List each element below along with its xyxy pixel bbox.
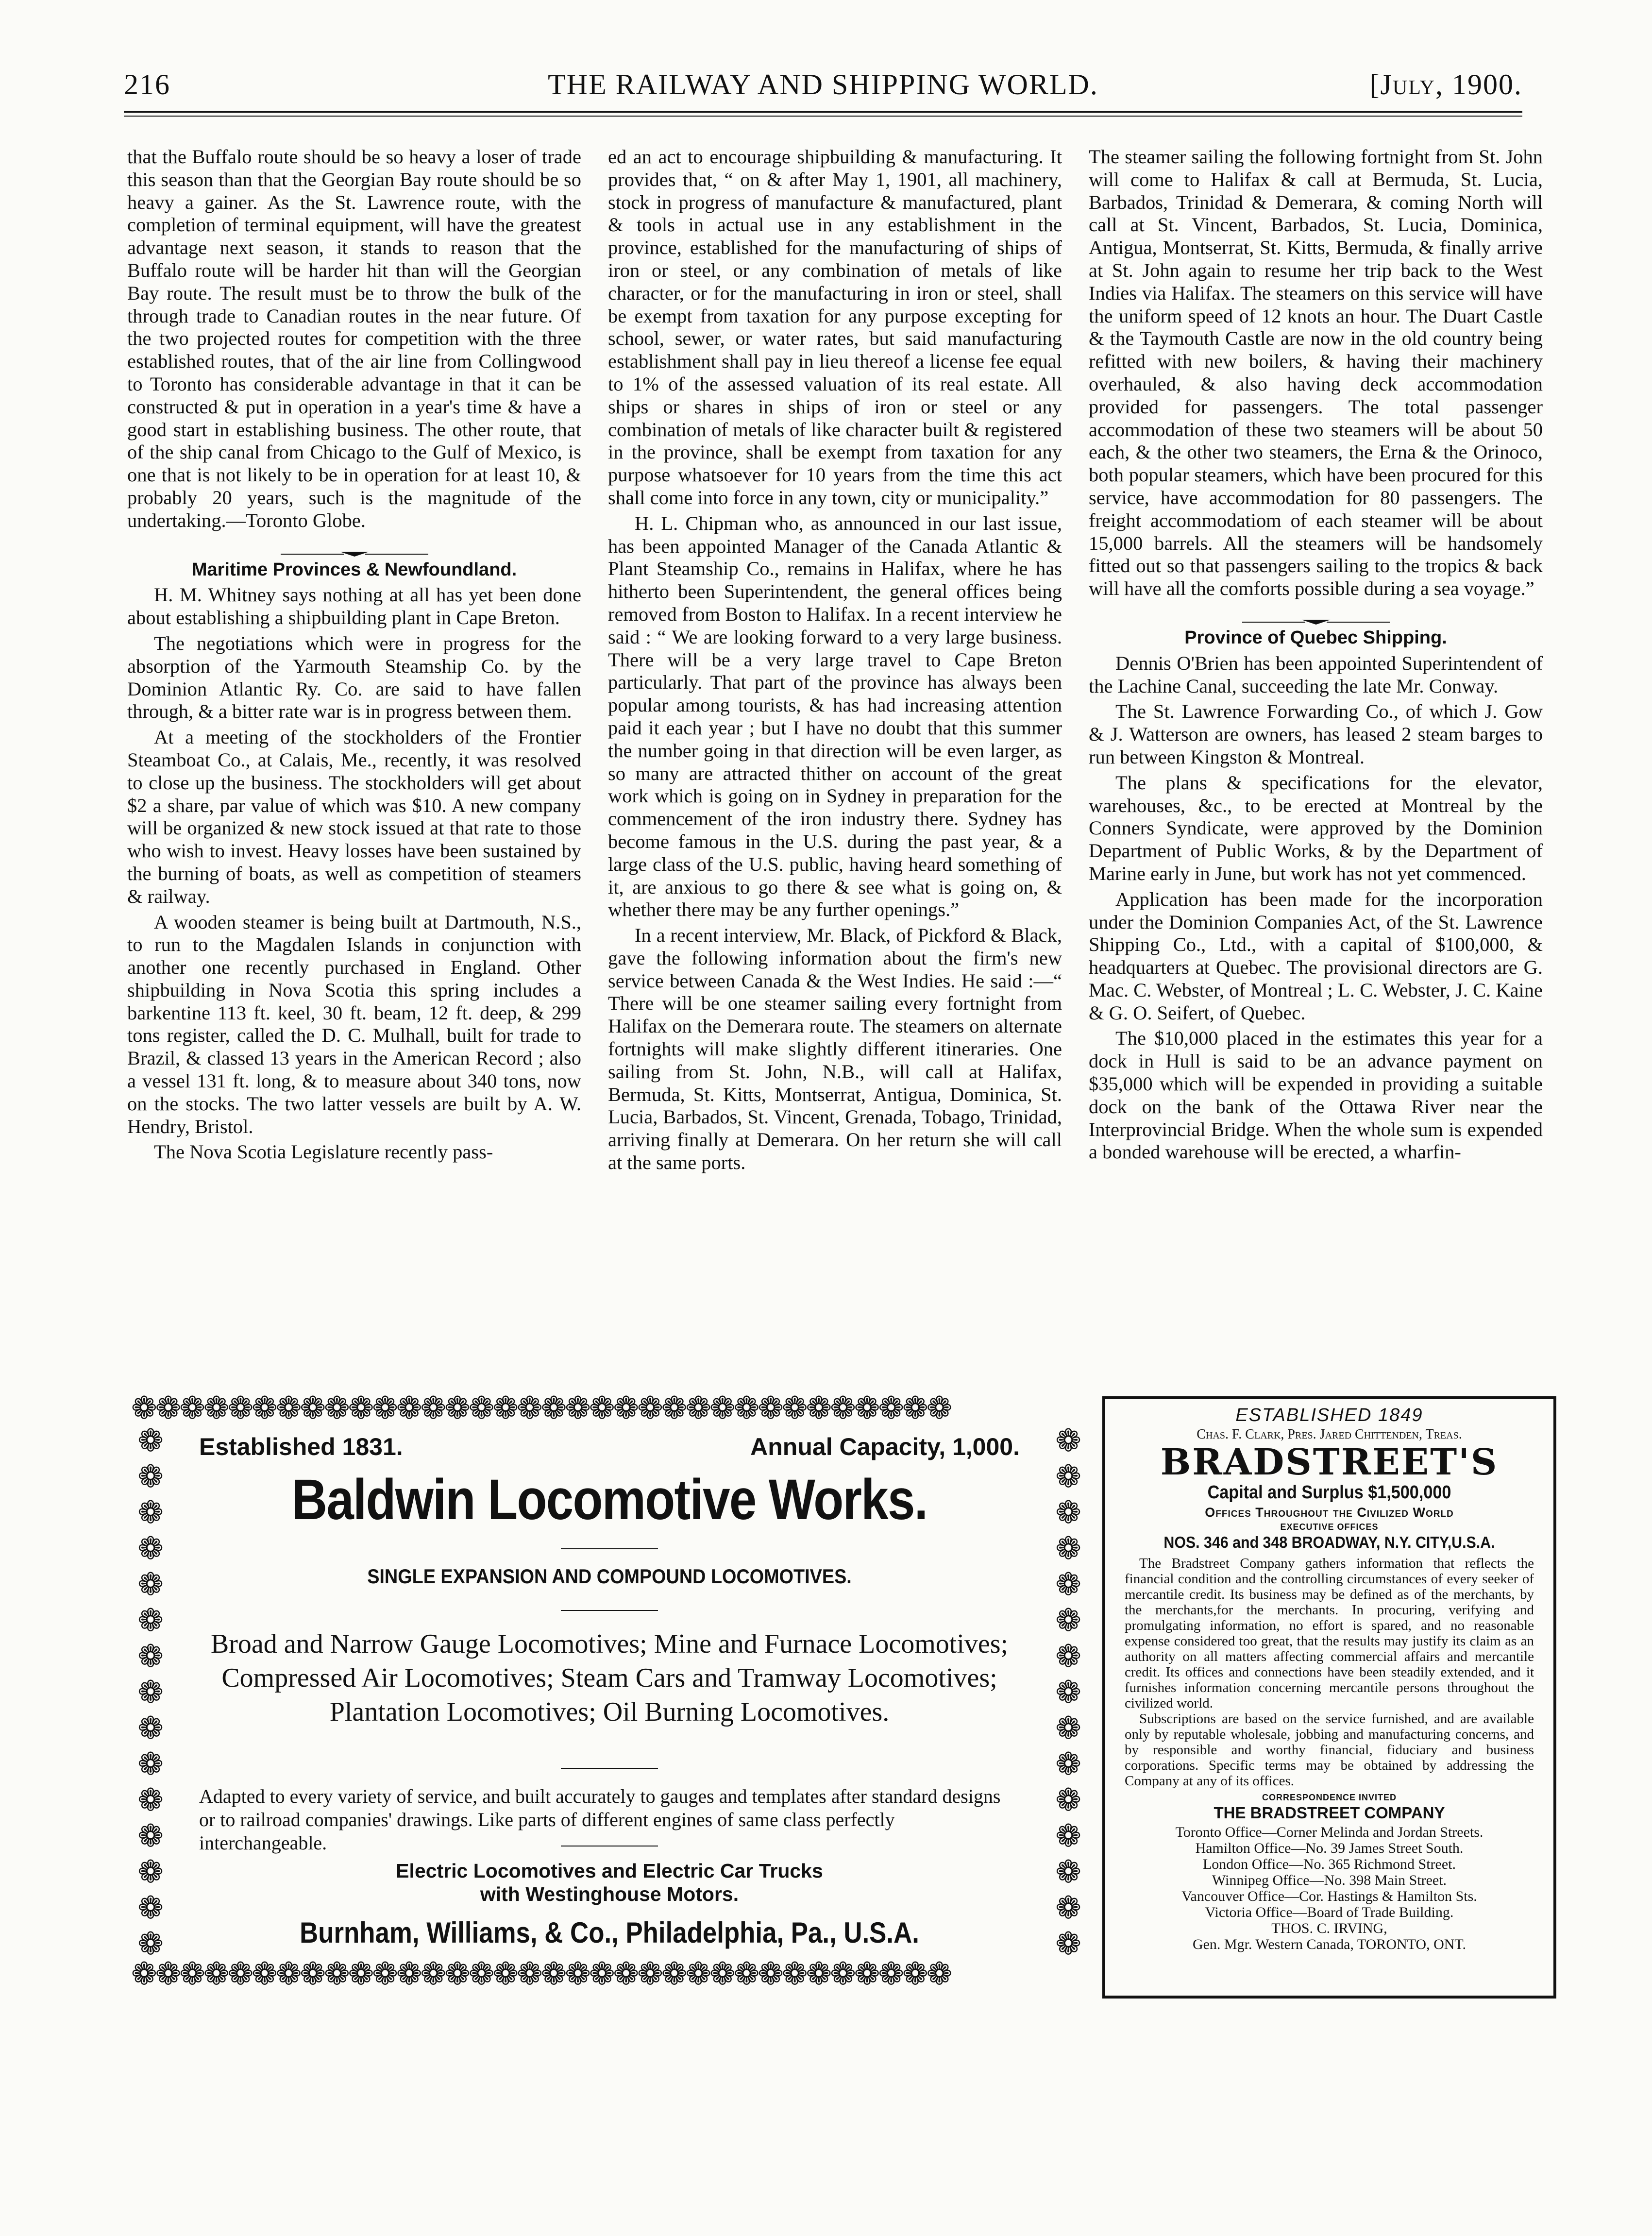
bradstreet-address: NOS. 346 and 348 BROADWAY, N.Y. CITY,U.S.A. <box>1163 1533 1495 1551</box>
bradstreet-name: BRADSTREET'S <box>1160 1441 1499 1483</box>
office-line: London Office—No. 365 Richmond Street. <box>1202 1856 1456 1872</box>
baldwin-electric <box>199 1859 1020 1906</box>
baldwin-adapted-text: Adapted to every variety of service, and built accurately to gauges and templates after standard designs or to railroad companies' drawings. Like parts of different engines of same class perfectly interchangeable. <box>199 1785 1001 1854</box>
bradstreet-paragraph: The Bradstreet Company gathers information that reflects the financial condition and the controlling circumstances of every seeker of mercantile credit. Its business may be defined as of the merchants, by the merchants,for the merchants. In procuring, verifying and promulgating information, no effort is spared, and no reasonable expense considered too great, that the results may justify its claim as an authority on all matters affecting commercial affairs and mercantile credit. Its offices and connections have been steadily extended, and it furnishes information concerning mercantile persons throughout the civilized world. <box>1125 1556 1534 1711</box>
ad-divider <box>561 1610 658 1611</box>
header-rule-thin <box>124 116 1522 117</box>
baldwin-address: Burnham, Williams, & Co., Philadelphia, Pa., U.S.A. <box>300 1916 919 1949</box>
ornamental-border-right: ❁ ❁ ❁ ❁ ❁ ❁ ❁ ❁ ❁ ❁ ❁ ❁ ❁ ❁ ❁ <box>1055 1423 1081 1962</box>
article-paragraph: H. L. Chipman who, as announced in our last issue, has been appointed Manager of the Canada Atlantic & Plant Steamship Co., remains in Halifax, where he has hitherto been Superintendent, the general offices being removed from Boston to Halifax. In a recent interview he said : “ We are looking forward to a very large business. There will be a very large travel to Cape Breton particularly. That part of the province has always been popular among tourists, & has had increasing attention paid it each year ; but I have no doubt that this summer the number going in that direction will be even larger, as so many are attracted thither on account of the great work which is going on in Sydney in preparation for the commencement of the iron industry there. Sydney has become famous in the U.S. during the past year, & a large class of the U.S. public, having heard something of it, are anxious to go there & see what is going on, & whether there may be any further openings.” <box>608 512 1062 921</box>
bradstreet-correspondence: CORRESPONDENCE INVITED <box>1262 1793 1397 1802</box>
article-paragraph: The St. Lawrence Forwarding Co., of which J. Gow & J. Watterson are owners, has leased 2 steam barges to run between Kingston & Montreal. <box>1089 700 1543 768</box>
issue-date: [July, 1900. <box>1369 68 1522 101</box>
section-ornament <box>1089 608 1543 623</box>
baldwin-subtitle: SINGLE EXPANSION AND COMPOUND LOCOMOTIVES. <box>367 1565 852 1588</box>
bradstreet-established: ESTABLISHED 1849 <box>1235 1405 1423 1425</box>
ornamental-border-top: ❁❁❁❁❁❁❁❁❁❁❁❁❁❁❁❁❁❁❁❁❁❁❁❁❁❁❁❁❁❁❁❁❁❁ <box>131 1390 951 1426</box>
column-3 <box>1089 146 1543 1350</box>
office-line: Toronto Office—Corner Melinda and Jordan Streets. <box>1175 1824 1483 1840</box>
baldwin-electric-line2: with Westinghouse Motors. <box>480 1883 739 1905</box>
office-line: Winnipeg Office—No. 398 Main Street. <box>1212 1872 1447 1888</box>
column-2 <box>608 146 1062 1350</box>
bradstreet-manager: THOS. C. IRVING, <box>1271 1920 1387 1936</box>
ornamental-border-left: ❁ ❁ ❁ ❁ ❁ ❁ ❁ ❁ ❁ ❁ ❁ ❁ ❁ ❁ ❁ <box>137 1423 164 1962</box>
bradstreet-paragraph: Subscriptions are based on the service furnished, and are available only by reputable wholesale, jobbing and manufacturing concerns, and by responsible and worthy financial, fiduciary and business corporations. Specific terms may be obtained by addressing the Company at any of its offices. <box>1125 1711 1534 1789</box>
article-paragraph: that the Buffalo route should be so heavy a loser of trade this season than that the Georgian Bay route should be so heavy a gainer. As the St. Lawrence route, with the completion of terminal equipment, will have the greatest advantage next season, it stands to reason that the Buffalo route will be harder hit than will the Georgian Bay route. The result must be to throw the bulk of the through trade to Canadian routes in the near future. Of the two projected routes for competition with the three established routes, that of the air line from Collingwood to Toronto has considerable advantage in that it can be constructed & put in operation in a year's time & have a good start in establishing business. The other route, that of the ship canal from Chicago to the Gulf of Mexico, is one that is not likely to be in operation for at least 10, & probably 20 years, such is the magnitude of the undertaking.—Toronto Globe. <box>127 146 581 531</box>
article-paragraph: The plans & specifications for the elevator, warehouses, &c., to be erected at Montreal by the Conners Syndicate, were approved by the Dominion Department of Public Works, & by the Department of Marine early in June, but work has not yet commenced. <box>1089 771 1543 884</box>
article-paragraph: Application has been made for the incorporation under the Dominion Companies Act, of the St. Lawrence Shipping Co., Ltd., with a capital of $100,000, & headquarters at Quebec. The provisional directors are G. Mac. C. Webster, of Montreal ; L. C. Webster, J. C. Kaine & G. O. Seifert, of Quebec. <box>1089 888 1543 1024</box>
header-rule <box>124 111 1522 113</box>
baldwin-locomotive-types: Broad and Narrow Gauge Locomotives; Mine and Furnace Locomotives; Compressed Air Locomotives; Steam Cars and Tramway Locomotives; Plantation Locomotives; Oil Burning Locomotives. <box>210 1629 1009 1727</box>
baldwin-established: Established 1831. <box>199 1433 403 1460</box>
article-paragraph: A wooden steamer is being built at Dartmouth, N.S., to run to the Magdalen Islands in conjunction with another one recently purchased in England. Other shipbuilding in Nova Scotia this spring includes a barkentine 113 ft. keel, 30 ft. beam, 12 ft. deep, & 299 tons register, called the D. C. Mulhall, built for trade to Brazil, & classed 13 years in the American Record ; also a vessel 131 ft. long, & to measure about 340 tons, now on the stocks. The two latter vessels are built by A. W. Hendry, Bristol. <box>127 911 581 1137</box>
bradstreet-offices-world: Offices Throughout the Civilized World <box>1205 1505 1454 1520</box>
article-paragraph: The Nova Scotia Legislature recently pass- <box>154 1141 493 1163</box>
baldwin-advertisement <box>131 1389 1088 1994</box>
bradstreet-officers: Chas. F. Clark, Pres. Jared Chittenden, Treas. <box>1197 1427 1462 1442</box>
ad-divider <box>561 1768 658 1769</box>
section-title-maritime: Maritime Provinces & Newfoundland. <box>191 559 517 580</box>
article-paragraph: ed an act to encourage shipbuilding & manufacturing. It provides that, “ on & after May 1, 1901, all machinery, stock in progress of manufacture & manufactured, plant & tools in actual use in any establishment in the province, established for the manufacturing of ships of iron or steel, or any combination of metals of like character, or for the manufacturing in iron or steel, shall be exempt from taxation for any purpose excepting for school, sewer, or water rates, but said manufacturing establishment shall pay in lieu thereof a license fee equal to 1% of the assessed valuation of its real estate. All ships or shares in ships of iron or steel or any combination of metals of like character built & registered in the province, shall be exempt from taxation for any purpose whatsoever for 10 years from the time this act shall come into force in any town, city or municipality.” <box>608 146 1062 508</box>
bradstreet-advertisement <box>1102 1396 1556 1999</box>
section-ornament <box>127 540 581 555</box>
section-title-quebec: Province of Quebec Shipping. <box>1184 627 1447 648</box>
page-header <box>124 62 1522 106</box>
article-paragraph: The negotiations which were in progress for the absorption of the Yarmouth Steamship Co. by the Dominion Atlantic Ry. Co. are said to have fallen through, & a bitter rate war is in progress between them. <box>127 632 581 723</box>
bradstreet-company: THE BRADSTREET COMPANY <box>1214 1804 1445 1822</box>
bradstreet-capital: Capital and Surplus $1,500,000 <box>1207 1482 1451 1503</box>
column-1 <box>127 146 581 1350</box>
baldwin-electric-line1: Electric Locomotives and Electric Car Trucks <box>396 1860 823 1882</box>
bradstreet-body <box>1105 1552 1553 1789</box>
office-line: Hamilton Office—No. 39 James Street South. <box>1195 1840 1464 1856</box>
bradstreet-office-list <box>1105 1824 1553 1952</box>
article-paragraph: In a recent interview, Mr. Black, of Pickford & Black, gave the following information about the firm's new service between Canada & the West Indies. He said :—“ There will be one steamer sailing every fortnight from Halifax on the Demerara route. The steamers on alternate fortnights will make slightly different itineraries. One sailing from St. John, N.B., will call at Halifax, Bermuda, St. Kitts, Montserrat, Antigua, Dominica, St. Lucia, Barbados, St. Vincent, Grenada, Tobago, Trinidad, arriving finally at Demerara. On her return she will call at the same ports. <box>608 924 1062 1174</box>
bradstreet-executive-offices-label: EXECUTIVE OFFICES <box>1280 1522 1379 1532</box>
office-line: Vancouver Office—Cor. Hastings & Hamilton Sts. <box>1181 1888 1477 1904</box>
page-number: 216 <box>124 68 170 101</box>
article-paragraph: H. M. Whitney says nothing at all has yet been done about establishing a shipbuilding plant in Cape Breton. <box>127 584 581 629</box>
article-paragraph: At a meeting of the stockholders of the Frontier Steamboat Co., at Calais, Me., recently, it was resolved to close up the business. The stockholders will get about $2 a share, par value of which was $10. A new company will be organized & new stock issued at that rate to those who wish to invest. Heavy losses have been sustained by the burning of boats, as well as competition of steamers & railway. <box>127 726 581 907</box>
baldwin-ad-body <box>199 1433 1020 1948</box>
article-paragraph: The steamer sailing the following fortnight from St. John will come to Halifax & call at Bermuda, St. Lucia, Barbados, Trinidad & Demerara, & coming North will call at St. Vincent, Barbados, St. Lucia, Dominica, Antigua, Montserrat, St. Kitts, Bermuda, & finally arrive at St. John again to resume her trip back to the West Indies via Halifax. The steamers on this service will have the uniform speed of 12 knots an hour. The Duart Castle & the Taymouth Castle are now in the old country being refitted with new boilers, & having their machinery overhauled, & also having deck accommodation provided for passengers. The total passenger accommodation of these two steamers will be about 50 each, & the other two steamers, the Erna & the Orinoco, both popular steamers, which have been procured for this service, have accommodation for 80 passengers. The freight accommodatiom of each steamer will be about 15,000 barrels. All the steamers will be handsomely fitted out so that passengers sailing to the tropics & back will have all the comforts possible during a sea voyage.” <box>1089 146 1543 600</box>
bradstreet-manager-title: Gen. Mgr. Western Canada, TORONTO, ONT. <box>1192 1936 1467 1952</box>
ornamental-border-bottom: ❁❁❁❁❁❁❁❁❁❁❁❁❁❁❁❁❁❁❁❁❁❁❁❁❁❁❁❁❁❁❁❁❁❁ <box>131 1956 951 1992</box>
journal-title: THE RAILWAY AND SHIPPING WORLD. <box>548 68 1098 101</box>
office-line: Victoria Office—Board of Trade Building. <box>1205 1904 1454 1920</box>
ad-divider <box>561 1548 658 1549</box>
article-paragraph: Dennis O'Brien has been appointed Superintendent of the Lachine Canal, succeeding the late Mr. Conway. <box>1089 652 1543 697</box>
baldwin-capacity: Annual Capacity, 1,000. <box>750 1433 1020 1460</box>
baldwin-company-name: Baldwin Locomotive Works. <box>291 1468 927 1532</box>
article-paragraph: The $10,000 placed in the estimates this year for a dock in Hull is said to be an advance payment on $35,000 which will be expended in providing a suitable dock on the bank of the Ottawa River near the Interprovincial Bridge. When the whole sum is expended a bonded warehouse will be erected, a wharfin- <box>1089 1027 1543 1163</box>
